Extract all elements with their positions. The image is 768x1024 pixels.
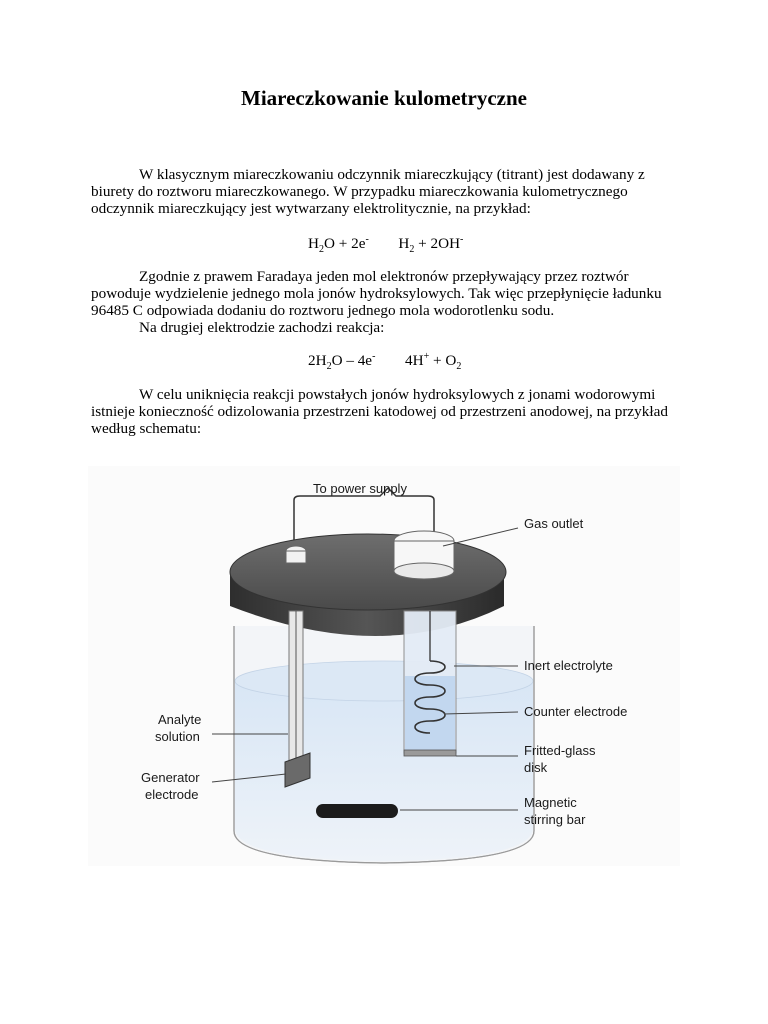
label-generator-line1: Generator: [141, 770, 200, 785]
coulometric-cell-diagram: [88, 466, 680, 866]
equation-water-oxidation: [308, 350, 462, 373]
fritted-glass-disk: [404, 750, 456, 756]
equation-water-reduction: [308, 233, 464, 256]
label-inert-electrolyte: Inert electrolyte: [524, 658, 613, 673]
magnetic-stirring-bar: [316, 804, 398, 818]
paragraph-intro: W klasycznym miareczkowaniu odczynnik miareczkujący (titrant) jest dodawany z biurety do roztworu miareczkowanego. W przypadku miareczkowania kulometrycznego odczynnik miareczkujący jest wytwarzany elektrolitycznie, na przykład:: [91, 166, 645, 217]
label-magnetic-line1: Magnetic: [524, 795, 577, 810]
equation-reactants: $H_2O + 2e^-$: [308, 233, 369, 256]
label-counter-electrode: Counter electrode: [524, 704, 628, 719]
equation-reactants: $2H_2O - 4e^-$: [308, 350, 376, 373]
analyte-liquid: [235, 681, 533, 861]
document-title: Miareczkowanie kulometryczne: [241, 86, 527, 110]
label-power-supply: To power supply: [313, 481, 407, 496]
label-generator-line2: electrode: [145, 787, 199, 802]
liquid-surface: [235, 661, 533, 701]
label-analyte-line1: Analyte: [158, 712, 202, 727]
label-fritted-glass-line1: Fritted-glass: [524, 743, 596, 758]
label-fritted-glass-line2: disk: [524, 760, 548, 775]
label-analyte-line2: solution: [155, 729, 200, 744]
label-gas-outlet: Gas outlet: [524, 516, 584, 531]
paragraph-second-electrode: Na drugiej elektrodzie zachodzi reakcja:: [139, 319, 385, 336]
equation-products: $4H^+ + O_2$: [405, 350, 462, 373]
cell-lid: [230, 534, 506, 610]
equation-products: $H_2 + 2OH^-$: [398, 233, 464, 256]
paragraph-isolation: W celu uniknięcia reakcji powstałych jonów hydroksylowych z jonami wodorowymi istnieje konieczność odizolowania przestrzeni katodowej od przestrzeni anodowej, na przykład według schematu:: [91, 386, 668, 437]
paragraph-faraday: Zgodnie z prawem Faradaya jeden mol elektronów przepływający przez roztwór powoduje wydzielenie jednego mola jonów hydroksylowych. Tak więc przepłynięcie ładunku 96485 C odpowiada dodaniu do roztworu jednego mola wodorotlenku sodu.: [91, 268, 662, 319]
label-magnetic-line2: stirring bar: [524, 812, 586, 827]
